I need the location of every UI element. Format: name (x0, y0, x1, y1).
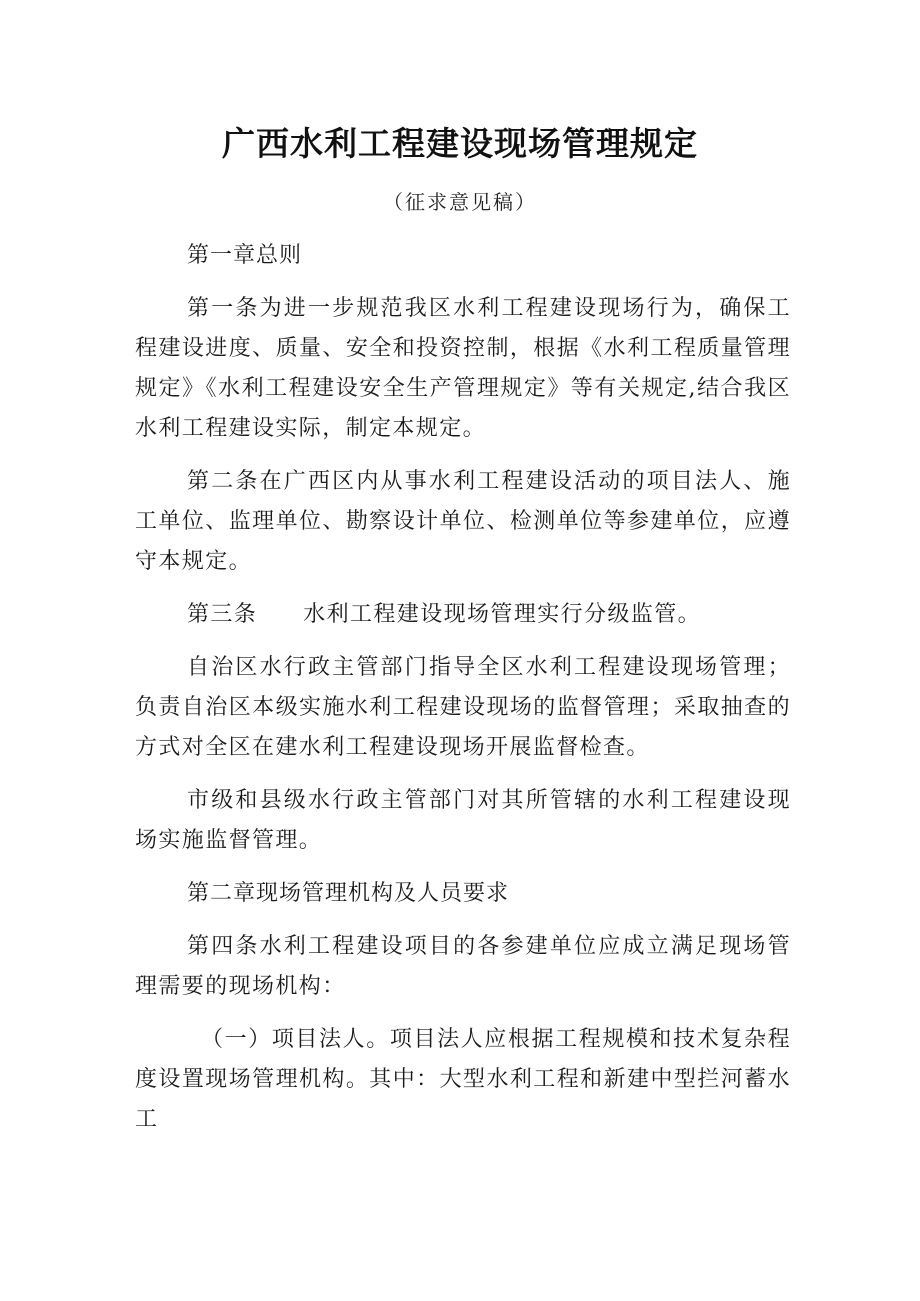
chapter-heading-1: 第一章总则 (187, 243, 303, 268)
article-3-text: 水利工程建设现场管理实行分级监管。 (303, 602, 702, 627)
article-3-paragraph-2: 自治区水行政主管部门指导全区水利工程建设现场管理；负责自治区本级实施水利工程建设现场的监督管理；采取抽查的方式对全区在建水利工程建设现场开展监督检查。 (135, 655, 791, 760)
article-3-paragraph-3: 市级和县级水行政主管部门对其所管辖的水利工程建设现场实施监督管理。 (135, 788, 791, 853)
article-4-item-1: （一）项目法人。项目法人应根据工程规模和技术复杂程度设置现场管理机构。其中：大型水利工程和新建中型拦河蓄水工 (135, 1027, 791, 1132)
document-title: 广西水利工程建设现场管理规定 (222, 124, 698, 163)
article-3 (135, 595, 791, 635)
article-4: 第四条水利工程建设项目的各参建单位应成立满足现场管理需要的现场机构： (135, 934, 791, 999)
article-2: 第二条在广西区内从事水利工程建设活动的项目法人、施工单位、监理单位、勘察设计单位、检测单位等参建单位，应遵守本规定。 (135, 469, 791, 574)
article-1: 第一条为进一步规范我区水利工程建设现场行为，确保工程建设进度、质量、安全和投资控制，根据《水利工程质量管理规定》《水利工程建设安全生产管理规定》等有关规定,结合我区水利工程建设实际，制定本规定。 (135, 296, 791, 441)
article-3-label: 第三条 (187, 602, 258, 627)
document-body (135, 236, 791, 1153)
document-subtitle: （征求意见稿） (383, 190, 537, 214)
chapter-heading-2: 第二章现场管理机构及人员要求 (187, 881, 510, 906)
